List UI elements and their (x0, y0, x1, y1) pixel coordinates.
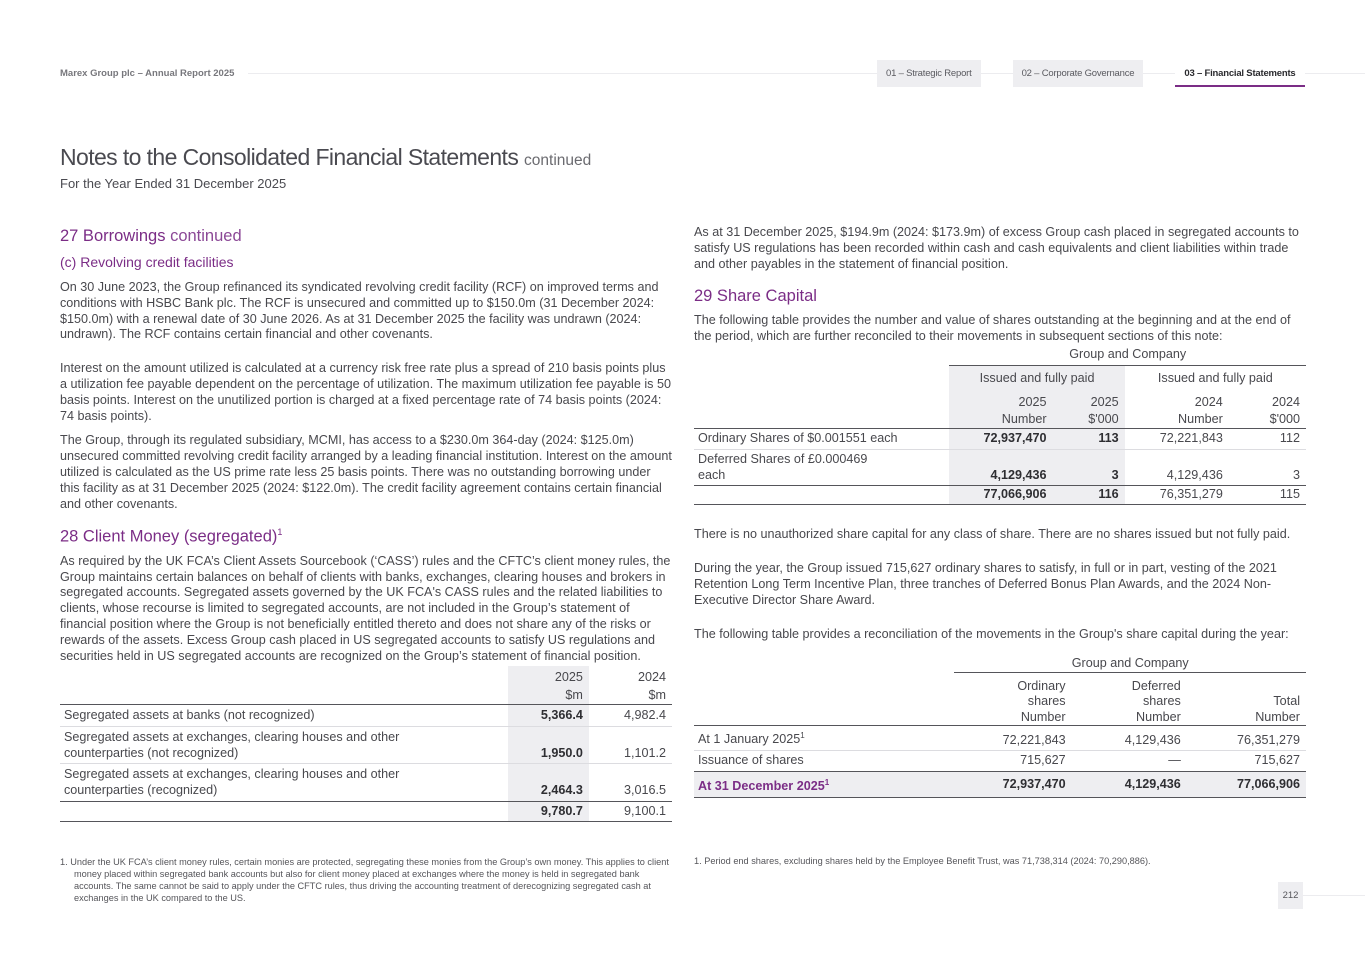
col-ordinary-shares (954, 672, 1071, 726)
cell: 4,129,436 (949, 449, 1052, 486)
row-label: Segregated assets at exchanges, clearing houses and other counterparties (recognized) (60, 764, 508, 802)
page-title-text: Notes to the Consolidated Financial Statements (60, 144, 519, 170)
cell: 715,627 (1187, 751, 1306, 772)
tab-financial-statements[interactable]: 03 – Financial Statements (1175, 60, 1304, 87)
cell: 76,351,279 (1187, 726, 1306, 751)
row-label (694, 772, 954, 798)
col-year-2025: 2025 (508, 666, 589, 685)
total-2025: 9,780.7 (508, 801, 589, 821)
report-title: Marex Group plc – Annual Report 2025 (60, 68, 235, 79)
table-row (694, 726, 1306, 751)
footnote-ref: 1 (800, 731, 805, 741)
left-column (60, 225, 672, 822)
share-capital-paragraph-1: The following table provides the number and value of shares outstanding at the beginning and at the end of the period, which are further reconciled to their movements in subsequent sections of this note: (694, 313, 1291, 344)
cell: 77,066,906 (949, 486, 1052, 505)
table-row (694, 751, 1306, 772)
footnote-ref: 1 (824, 777, 830, 787)
table-total-row (694, 486, 1306, 505)
right-column (694, 225, 1306, 798)
table-row (60, 764, 672, 802)
page-number: 212 (1278, 882, 1303, 909)
excess-cash-paragraph: As at 31 December 2025, $194.9m (2024: $173.9m) of excess Group cash placed in segregated accounts to satisfy US regulations has been recorded within cash and cash equivalents and client liabilities within trade and other payables in the statement of financial position. (694, 225, 1299, 271)
cell: 4,129,436 (1125, 449, 1229, 486)
cell: 4,129,436 (1072, 772, 1187, 798)
section-29-heading: 29 Share Capital (694, 287, 817, 306)
share-reconciliation-table (694, 652, 1306, 798)
share-capital-paragraph-2: There is no unauthorized share capital for any class of share. There are no shares issued but not fully paid. (694, 527, 1291, 542)
col-unit: $'000 (1269, 412, 1300, 427)
page-title (60, 144, 591, 171)
rcf-paragraph-1: On 30 June 2023, the Group refinanced its syndicated revolving credit facility (RCF) on improved terms and conditions with HSBC Bank plc. The RCF is unsecured and committed up to $150.0m (31 December 2024: $150.0m) with a renewal date of 30 June 2026. As at 31 December 2025 the facility was undrawn (2024: undrawn). The RCF contains certain financial and other covenants. (60, 280, 659, 342)
cell: 115 (1229, 486, 1306, 505)
section-tabs (877, 60, 1305, 87)
client-money-paragraph: As required by the UK FCA’s Client Assets Sourcebook (‘CASS’) rules and the CFTC’s client money rules, the Group maintains certain balances on behalf of clients with banks, exchanges, clearing houses and brokers in segregated accounts. Segregated assets governed by the UK FCA's CASS rules and the related liabilities to clients, whose recourse is limited to segregated accounts, are not included in the Group’s statement of financial position where the Group is not beneficially entitled thereto and does not share any of the risks or rewards of the assets. Excess Group cash placed in US segregated accounts to satisfy US regulations and securities held in US segregated accounts are recognized on the Group’s statement of financial position. (60, 553, 671, 663)
issued-fully-paid-2025: Issued and fully paid (949, 365, 1124, 391)
cell: — (1072, 751, 1187, 772)
value-2024: 1,101.2 (589, 726, 672, 764)
section-27-suffix: continued (170, 227, 242, 245)
value-2024: 4,982.4 (589, 704, 672, 726)
header-line: Deferred (1131, 678, 1181, 693)
col-year: 2025 (1053, 391, 1125, 410)
col-unit: $'000 (1053, 410, 1125, 428)
client-money-footnote: 1. Under the UK FCA’s client money rules, certain monies are protected, segregating these monies from the Group’s own money. This applies to client money placed within segregated bank accounts but also for client money placed at exchanges where the money is held in segregated bank accounts. The same cannot be said to apply under the CFTC rules, thus driving the accounting treatment of derecognizing segregated cash at exchanges in the UK compared to the US. (60, 857, 669, 903)
header-line: Number (1136, 709, 1181, 724)
cell: 72,221,843 (1125, 428, 1229, 449)
row-label (694, 726, 954, 751)
cell: 3 (1053, 449, 1125, 486)
value-2024: 3,016.5 (589, 764, 672, 802)
header-line: Total (1273, 694, 1300, 709)
share-capital-table (694, 345, 1306, 365)
cell: 113 (1053, 428, 1125, 449)
col-year: 2024 (1194, 394, 1223, 409)
share-capital-paragraph-3: During the year, the Group issued 715,627 ordinary shares to satisfy, in full or in part, vesting of the 2021 Retention Long Term Incentive Plan, three tranches of Deferred Bonus Plan Awards, and the 2024 Non-Executive Director Share Award. (694, 561, 1277, 607)
section-27-title: 27 Borrowings (60, 227, 166, 245)
cell: 76,351,279 (1125, 486, 1229, 505)
tab-corporate-governance[interactable]: 02 – Corporate Governance (1013, 60, 1144, 87)
header-line: Number (1020, 709, 1066, 724)
table-total-row (60, 801, 672, 821)
total-2024: 9,100.1 (589, 801, 672, 821)
col-year: 2025 (949, 391, 1052, 410)
group-company-label: Group and Company (1071, 656, 1189, 671)
page-subtitle: For the Year Ended 31 December 2025 (60, 176, 287, 191)
cell: 77,066,906 (1187, 772, 1306, 798)
rcf-paragraph-3: The Group, through its regulated subsidiary, MCMI, has access to a $230.0m 364-day (2024: $125.0m) unsecured committed revolving credit facility arranged by a leading financial institution. Interest on the amount utilized is calculated as the US prime rate less 25 basis points. There was no outstanding borrowing under this facility as at 31 December 2025 (2024: $122.0m). The credit facility agreement contains certain financial and other covenants. (60, 433, 672, 511)
col-deferred-shares (1072, 672, 1187, 726)
cell: 715,627 (954, 751, 1071, 772)
col-unit: Number (949, 410, 1052, 428)
row-label: Deferred Shares of £0.000469 each (694, 449, 949, 486)
cell: 72,937,470 (949, 428, 1052, 449)
share-capital-footnote: 1. Period end shares, excluding shares held by the Employee Benefit Trust, was 71,738,314 (2024: 70,290,886). (694, 856, 1151, 866)
value-2025: 5,366.4 (508, 704, 589, 726)
section-28-heading (60, 521, 672, 548)
row-label: Ordinary Shares of $0.001551 each (694, 428, 949, 449)
cell: 72,221,843 (954, 726, 1071, 751)
rcf-paragraph-2: Interest on the amount utilized is calculated at a currency risk free rate plus a spread of 210 basis points plus a utilization fee payable dependent on the percentage of utilization. The maximum utilization fee payable is 50 basis points. Interest on the unutilized portion is charged at a fixed percentage rate of 74 basis points (2024: 74 basis points). (60, 361, 671, 423)
cell: 72,937,470 (954, 772, 1071, 798)
share-capital-table-body (694, 365, 1306, 505)
share-capital-paragraph-4: The following table provides a reconciliation of the movements in the Group's share capital during the year: (694, 626, 1289, 641)
row-label: Segregated assets at banks (not recognized) (60, 704, 508, 726)
tab-strategic-report[interactable]: 01 – Strategic Report (877, 60, 981, 87)
header-line: Number (1255, 709, 1300, 724)
client-money-table (60, 666, 672, 821)
cell: 3 (1229, 449, 1306, 486)
col-total (1187, 672, 1306, 726)
section-28-footnote-ref: 1 (277, 527, 283, 538)
section-28-title: 28 Client Money (segregated) (60, 527, 278, 546)
col-unit-2024: $m (648, 688, 666, 703)
cell: 4,129,436 (1072, 726, 1187, 751)
section-27-heading (60, 225, 672, 247)
cell: 116 (1053, 486, 1125, 505)
section-27c-heading: (c) Revolving credit facilities (60, 254, 234, 270)
row-label-text: At 31 December 2025 (698, 778, 825, 793)
header-line: Ordinary (1017, 678, 1066, 693)
row-label: Segregated assets at exchanges, clearing houses and other counterparties (not recognized) (60, 726, 508, 764)
table-total-row (694, 772, 1306, 798)
col-unit: Number (1178, 412, 1223, 427)
group-company-label: Group and Company (1069, 347, 1187, 362)
row-label-text: At 1 January 2025 (698, 732, 801, 747)
page-title-suffix: continued (524, 152, 592, 169)
table-row (60, 704, 672, 726)
table-row (694, 449, 1306, 486)
row-label: Issuance of shares (694, 751, 954, 772)
col-year-2024: 2024 (637, 669, 666, 684)
footer-rule (1303, 895, 1365, 896)
header-line: shares (1027, 694, 1066, 709)
table-row (60, 726, 672, 764)
col-year: 2024 (1271, 394, 1300, 409)
issued-fully-paid-2024: Issued and fully paid (1125, 365, 1306, 391)
header-line: shares (1142, 694, 1181, 709)
table-row (694, 428, 1306, 449)
col-unit-2025: $m (508, 685, 589, 704)
value-2025: 1,950.0 (508, 726, 589, 764)
value-2025: 2,464.3 (508, 764, 589, 802)
cell: 112 (1229, 428, 1306, 449)
